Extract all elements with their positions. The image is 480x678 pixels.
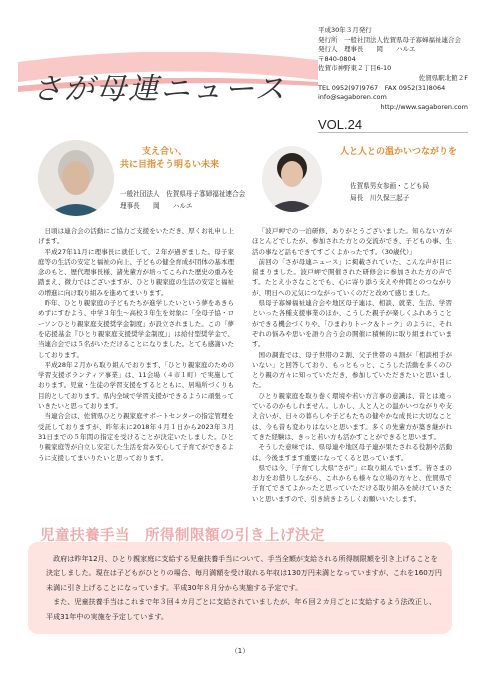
article-paragraph: また、児童扶養手当はこれまで年３回４カ月ごとに支給されていましたが、年６回２カ月ごとに支給するよう法改正し、平成31年中の実施を予定しています。 [46, 597, 437, 621]
editor: 発行人 理事長 岡 ハルエ [318, 45, 416, 54]
left-byline-org: 一般社団法人 佐賀県母子寡婦福祉連合会 [120, 190, 246, 198]
page-number: （1） [230, 647, 250, 655]
right-catch: 人と人との温かいつながりを [340, 147, 458, 157]
address-line2: 佐賀県駅北館２F [418, 73, 468, 82]
newsletter-title: さが母連ニュース [32, 72, 287, 107]
right-paragraph: そうした意味では、県母連や地区母子連が果たされる役割や活動は、今後ますます重要になってくると思っています。 [252, 443, 452, 462]
left-paragraph: 平成27年11月に理事長に就任して、２年が過ぎました。母子家庭等の生活の安定と福祉の向上、子どもの健全育成が団体の基本理念のもと、歴代理事長様、諸先輩方が培ってこられた歴史の重みを踏まえ、微力ではございますが、ひとり親家庭の生活の安定と福祉の増進に向け取り組みを進めてまいります。 [38, 247, 234, 297]
left-paragraph: 日頃は連合会の活動にご協力ご支援をいただき、厚くお礼申し上げます。 [38, 227, 234, 246]
right-paragraph: 県母子寡婦福祉連合会や地区母子連は、相談、就業、生活、学習といった各種支援事業のほか、こうした親子が楽しくふれあうことができる機会づくりや、「ひまわりトーク＆トーク」のように、それぞれの悩みや思いを語り合う会の開催に積極的に取り組まれています。 [252, 299, 452, 349]
article-paragraph: 政府は昨年12月、ひとり親家庭に支給する児童扶養手当について、手当全額が支給される所得制限額を引き上げることを決定しました。現在は子どもがひとりの場合、毎月満額を受け取れる年収は130万円未満となっていますが、これを160万円未満に引き上げることになっています。平成30年８月分から実施する予定です。 [46, 554, 442, 592]
address-line1: 佐賀市神野東２丁目6-10 [318, 64, 392, 73]
right-paragraph: 国の調査では、母子世帯の２割、父子世帯の４割が「相談相手がいない」と回答しており、もっともっと、こうした活動を多くのひとり親の方々に知っていただき、参加していただきたいと思いました。 [252, 350, 452, 390]
postal-code: 〒840-0804 [318, 54, 356, 63]
right-byline-author: 局長 川久保三起子 [350, 194, 410, 202]
left-paragraph: 昨年、ひとり親家庭の子どもたちが進学したいという夢をあきらめずにすむよう、中学３年生～高校３年生を対象に「全母子協・ローソンひとり親家庭支援奨学金制度」が設立されました。この「夢を応援基金『ひとり親家庭支援奨学金制度』」は給付型奨学金で、当連合会では５名がいただけることになりました。とても感謝いたしております。 [38, 299, 234, 359]
website-url: http://www.sagaboren.com [380, 102, 468, 111]
right-paragraph: 県では今、「子育てし大県“さが”」に取り組んでいます。皆さまのお力をお借りしながら、これからも様々な立場の方々と、佐賀県で子育てできてよかったと思っていただける取り組みを続けていきたいと思いますので、引き続きよろしくお願いいたします。 [252, 463, 452, 503]
right-paragraph: 前回の「さが母連ニュース」に掲載されていた、こんな声が目に留まりました。波戸岬で開催された研修会に参加された方の声です。たとえ小さなことでも、心に寄り添う支えや仲間とのつながりが、明日への元気につながっていくのだと改めて感じました。 [252, 257, 452, 297]
volume-number: VOL.24 [318, 117, 363, 132]
issue-date: 平成30年３月発行 [318, 26, 372, 34]
left-paragraph: 平成28年２月から取り組んでおります、「ひとり親家庭のための学習支援ボランティア事業」は、11会場（４市１町）で実施しております。児童・生徒の学習支援をするとともに、居場所づくりも目的としております。県内全域で学習支援ができるように頑張っていきたいと思っております。 [38, 360, 234, 411]
left-catch-line2: 共に目指そう明るい未来 [120, 160, 220, 170]
publisher: 発行所 一般社団法人佐賀県母子寡婦福祉連合会 [318, 35, 461, 44]
left-catch-line1: 支え合い、 [142, 147, 188, 157]
article-title: 児童扶養手当 所得制限額の引き上げ決定 [40, 528, 325, 544]
right-byline-org: 佐賀県男女参画・こども局 [350, 182, 430, 190]
left-body [38, 226, 234, 463]
right-paragraph: 「波戸岬での一泊研修、ありがとうございました。知らない方がほとんどでしたが、参加された方との交流ができ、子どもの事、生活の事など話もできてすごくよかったです。（30歳代）」 [252, 227, 452, 256]
left-paragraph: 当連合会は、佐賀県ひとり親家庭サポートセンターの指定管理を受託しておりますが、昨年末に2018年４月１日から2023年３月31日までの５年間の指定を受けることが決定いたしました。ひとり親家庭等が自立し安定した生活を営み安心して子育てができるように支援してまいりたいと思っております。 [38, 412, 234, 462]
portrait-chairperson [38, 140, 114, 216]
portrait-director [262, 146, 322, 212]
phone-fax: TEL 0952(97)9767 FAX 0952(31)8064 [318, 83, 446, 92]
article-body [46, 552, 442, 624]
left-byline-author: 理事長 岡 ハルエ [120, 202, 193, 210]
right-paragraph: ひとり親家庭を取り巻く環境や若い方言事の意識は、昔とは違っているのかもしれません。しかし、人と人との温かいつながりや支え合いが、日々の暮らしや子どもたちの健やかな成長に大切なことは、今も昔も変わりはないと思います。多くの先輩方が築き継がれてきた経験は、きっと若い方も活かすことができると思います。 [252, 391, 452, 441]
publication-info [318, 26, 468, 112]
right-body [252, 226, 452, 504]
email: info@sagaboren.com [318, 93, 387, 102]
divider [318, 132, 468, 133]
